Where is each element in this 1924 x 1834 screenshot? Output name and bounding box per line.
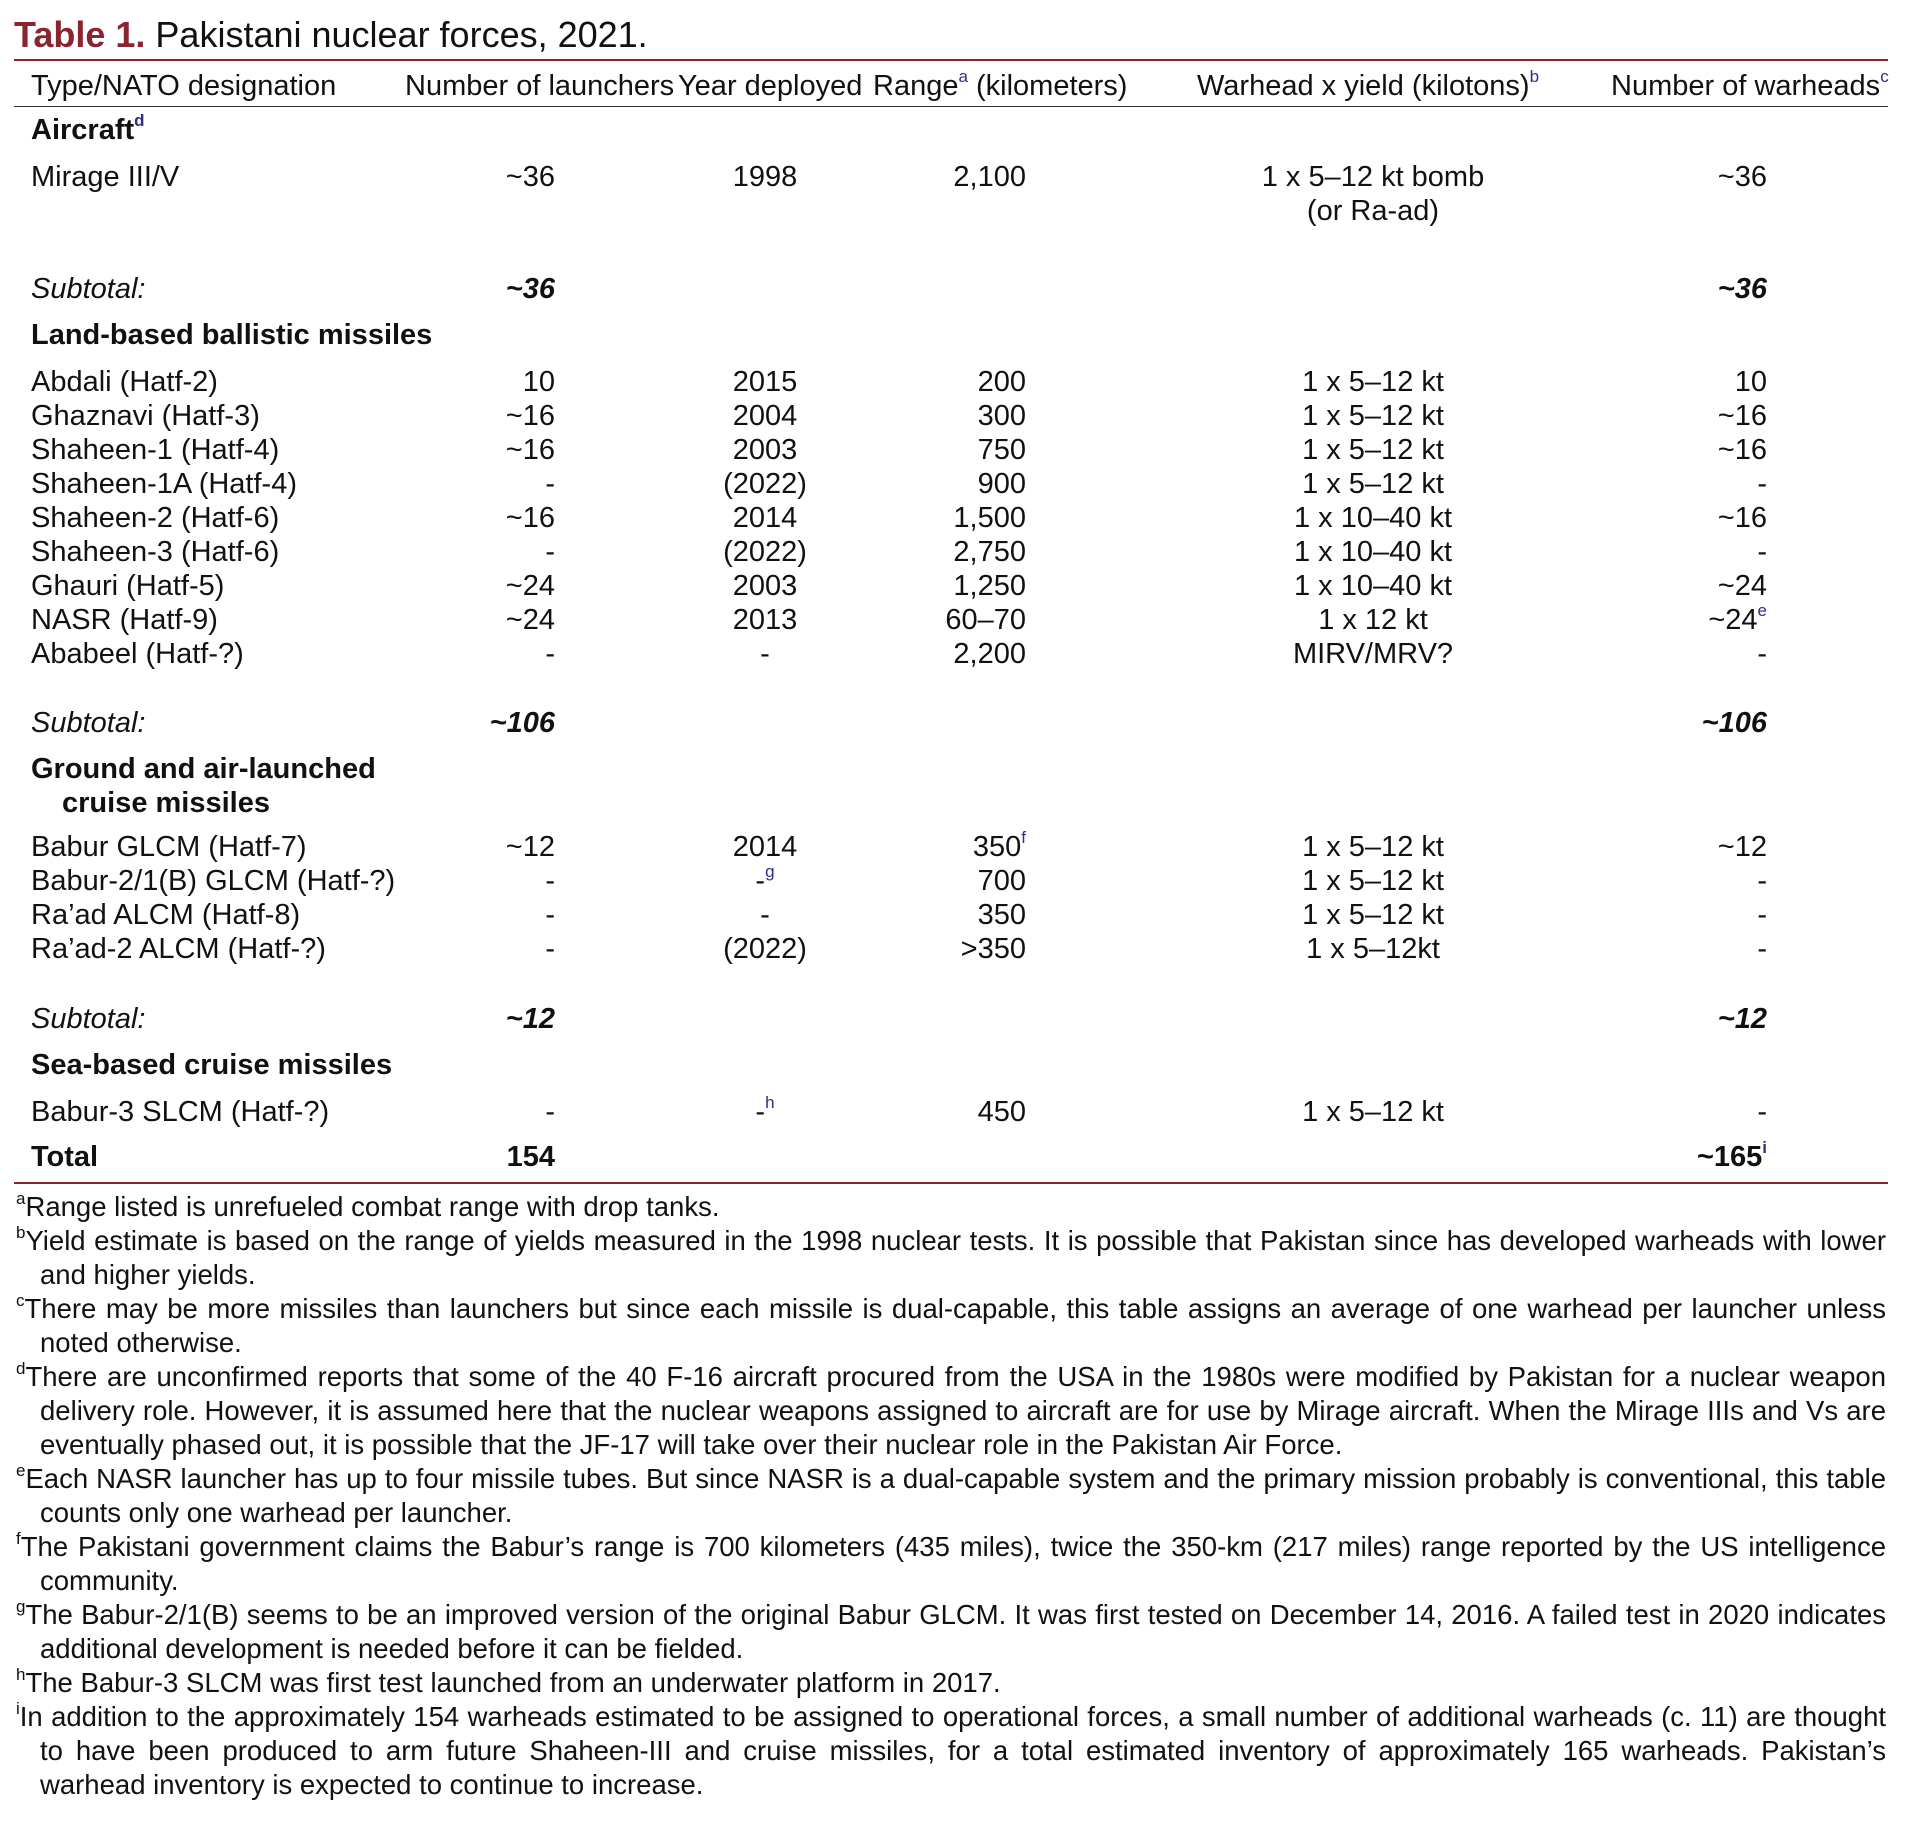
cell-range: 900	[977, 468, 1026, 500]
cell-yield: 1 x 5–12kt	[1306, 933, 1440, 965]
cell-year: -$^g$	[755, 862, 775, 897]
cell-launchers: ~12	[505, 1003, 555, 1035]
cell-year: -$^h$	[755, 1093, 775, 1128]
col-header-range-label: Range	[873, 70, 959, 102]
col-header-type: Type/NATO designation	[31, 70, 337, 102]
cell-warheads: ~24e	[1708, 601, 1767, 636]
footnote-ref: g	[765, 862, 775, 881]
cell-warheads: ~165$^i$	[1696, 1138, 1767, 1173]
cell-name: Babur GLCM (Hatf-7)	[31, 831, 307, 863]
footnote-ref: b	[1529, 67, 1540, 86]
cell-range: 60–70	[945, 604, 1026, 636]
cell-warheads: -	[1757, 933, 1767, 965]
top-rule	[14, 59, 1888, 61]
cell-launchers: -	[545, 1096, 555, 1128]
cell-launchers: -	[545, 468, 555, 500]
cell-range: 450	[977, 1096, 1026, 1128]
cell-name: Ra’ad-2 ALCM (Hatf-?)	[31, 933, 326, 965]
footnote-ref: h	[765, 1093, 775, 1112]
cell-yield: 1 x 5–12 kt	[1302, 899, 1444, 931]
cell-name: Babur-2/1(B) GLCM (Hatf-?)	[31, 865, 396, 897]
cell-warheads: ~106	[1701, 707, 1767, 739]
footnote-h	[16, 1666, 1886, 1700]
cell-year: 2014	[732, 831, 798, 863]
cell-warheads: ~12	[1717, 831, 1767, 863]
cell-name: Ababeel (Hatf-?)	[31, 638, 244, 670]
cell-year: 2015	[732, 366, 798, 398]
cell-year: (2022)	[723, 468, 807, 500]
footnote-f	[16, 1530, 1886, 1598]
cell-name: Ghauri (Hatf-5)	[31, 570, 225, 602]
cell-name: Ghaznavi (Hatf-3)	[31, 400, 260, 432]
cell-launchers: ~106	[489, 707, 555, 739]
cell-warheads: -	[1757, 1096, 1767, 1128]
footnote-text: Yield estimate is based on the range of yields measured in the 1998 nuclear tests. It is possible that Pakistan since has developed warheads with lower and higher yields.	[25, 1225, 1886, 1290]
table-label: Table 1.	[14, 14, 146, 55]
section-title: Land-based ballistic missiles	[31, 319, 433, 351]
cell-warheads: ~36	[1717, 273, 1767, 305]
col-header-year: Year deployed	[678, 70, 863, 102]
cell-launchers: ~24	[505, 570, 555, 602]
footnote-text: There may be more missiles than launchers but since each missile is dual-capable, this table assigns an average of one warhead per launcher unless noted otherwise.	[24, 1293, 1886, 1358]
footnote-mark: c	[16, 1291, 25, 1310]
cell-warheads: -	[1757, 638, 1767, 670]
cell-name: Ra’ad ALCM (Hatf-8)	[31, 899, 301, 931]
cell-year: 2004	[732, 400, 798, 432]
footnote-ref: c	[1880, 67, 1889, 86]
cell-launchers: ~16	[505, 400, 555, 432]
cell-yield: 1 x 10–40 kt	[1294, 570, 1452, 602]
cell-year: 2013	[732, 604, 798, 636]
cell-yield: 1 x 5–12 kt bomb	[1261, 161, 1485, 193]
footnote-a	[16, 1190, 1886, 1224]
cell-yield: 1 x 5–12 kt	[1302, 865, 1444, 897]
cell-yield: 1 x 5–12 kt	[1302, 434, 1444, 466]
cell-year: 2003	[732, 570, 798, 602]
header-rule	[14, 106, 1888, 107]
cell-range: 2,100	[953, 161, 1026, 193]
cell-launchers: -	[545, 865, 555, 897]
cell-range: 2,750	[953, 536, 1026, 568]
cell-range: 200	[977, 366, 1026, 398]
cell-warheads: ~16	[1717, 400, 1767, 432]
col-header-range	[873, 69, 1127, 103]
cell-warheads: ~36	[1717, 161, 1767, 193]
section-title: Ground and air-launched	[31, 753, 376, 785]
cell-warheads: ~12	[1717, 1003, 1767, 1035]
col-header-warheads	[1611, 69, 1889, 103]
cell-name: Subtotal:	[31, 1003, 146, 1035]
cell-year: -	[760, 638, 770, 670]
footnote-e	[16, 1462, 1886, 1530]
cell-launchers: ~16	[505, 502, 555, 534]
cell-launchers: 10	[522, 366, 555, 398]
footnote-text: The Pakistani government claims the Babur’s range is 700 kilometers (435 miles), twice the 350-km (217 miles) range reported by the US intelligence community.	[20, 1531, 1886, 1596]
cell-launchers: -	[545, 899, 555, 931]
section-title-line2: cruise missiles	[62, 787, 270, 819]
cell-year: 1998	[732, 161, 798, 193]
cell-warheads: -	[1757, 899, 1767, 931]
cell-launchers: -	[545, 536, 555, 568]
cell-yield-line2: (or Ra-ad)	[1306, 195, 1440, 227]
footnote-mark: f	[16, 1529, 21, 1548]
cell-year: 2014	[732, 502, 798, 534]
cell-name: Shaheen-1A (Hatf-4)	[31, 468, 297, 500]
cell-range: 2,200	[953, 638, 1026, 670]
cell-yield: 1 x 5–12 kt	[1302, 400, 1444, 432]
cell-yield: MIRV/MRV?	[1292, 638, 1454, 670]
col-header-launchers: Number of launchers	[405, 70, 675, 102]
cell-range: 350$^f$	[972, 828, 1026, 863]
cell-yield: 1 x 10–40 kt	[1294, 536, 1452, 568]
footnote-text: The Babur-2/1(B) seems to be an improved version of the original Babur GLCM. It was first tested on December 14, 2016. A failed test in 2020 indicates additional development is needed before it can be fielded.	[25, 1599, 1886, 1664]
section-title: Aircraft$^d$	[31, 111, 145, 146]
table-caption	[14, 10, 648, 60]
cell-warheads: -	[1757, 865, 1767, 897]
cell-name: Mirage III/V	[31, 161, 180, 193]
footnote-mark: i	[16, 1699, 20, 1718]
cell-warheads: ~16	[1717, 434, 1767, 466]
cell-name: Shaheen-2 (Hatf-6)	[31, 502, 280, 534]
cell-launchers: ~12	[505, 831, 555, 863]
footnote-mark: e	[16, 1461, 26, 1480]
footnote-ref: d	[134, 111, 145, 130]
footnote-d	[16, 1360, 1886, 1462]
footnote-ref: i	[1762, 1138, 1767, 1157]
cell-name: Babur-3 SLCM (Hatf-?)	[31, 1096, 330, 1128]
cell-launchers: 154	[506, 1141, 555, 1173]
cell-name: Subtotal:	[31, 707, 146, 739]
cell-name: Shaheen-3 (Hatf-6)	[31, 536, 280, 568]
cell-launchers: ~36	[505, 273, 555, 305]
cell-yield: 1 x 10–40 kt	[1294, 502, 1452, 534]
cell-yield: 1 x 5–12 kt	[1302, 1096, 1444, 1128]
cell-name: NASR (Hatf-9)	[31, 604, 218, 636]
footnote-mark: a	[16, 1189, 26, 1208]
footnote-g	[16, 1598, 1886, 1666]
footnote-ref: e	[1757, 601, 1767, 620]
footnote-mark: h	[16, 1665, 26, 1684]
cell-range: 700	[977, 865, 1026, 897]
footnote-c	[16, 1292, 1886, 1360]
footnote-ref: f	[1021, 828, 1026, 847]
cell-range: >350	[960, 933, 1026, 965]
cell-name: Shaheen-1 (Hatf-4)	[31, 434, 280, 466]
cell-yield: 1 x 5–12 kt	[1302, 831, 1444, 863]
footnote-text: In addition to the approximately 154 warheads estimated to be assigned to operational forces, a small number of additional warheads (c. 11) are thought to have been produced to arm future Shaheen-III and cruise missiles, for a total estimated inventory of approximately 165 warheads. Pakistan’s warhead inventory is expected to continue to increase.	[19, 1701, 1886, 1800]
footnote-ref: a	[958, 67, 968, 86]
cell-year: 2003	[732, 434, 798, 466]
cell-range: 750	[977, 434, 1026, 466]
cell-launchers: -	[545, 933, 555, 965]
cell-launchers: ~36	[505, 161, 555, 193]
cell-year: (2022)	[723, 933, 807, 965]
cell-launchers: ~24	[505, 604, 555, 636]
cell-year: -	[760, 899, 770, 931]
col-header-range-unit: (kilometers)	[967, 70, 1128, 102]
footnote-text: Range listed is unrefueled combat range with drop tanks.	[25, 1191, 720, 1222]
bottom-rule	[14, 1182, 1888, 1184]
footnote-mark: b	[16, 1223, 26, 1242]
col-header-warheads-label: Number of warheads	[1611, 70, 1881, 102]
cell-name: Total	[31, 1141, 99, 1173]
cell-yield: 1 x 5–12 kt	[1302, 366, 1444, 398]
cell-yield: 1 x 12 kt	[1318, 604, 1428, 636]
cell-name: Abdali (Hatf-2)	[31, 366, 218, 398]
footnote-mark: d	[16, 1359, 26, 1378]
section-title: Sea-based cruise missiles	[31, 1049, 393, 1081]
footnote-i	[16, 1700, 1886, 1802]
cell-range: 1,250	[953, 570, 1026, 602]
cell-year: (2022)	[723, 536, 807, 568]
cell-range: 350	[977, 899, 1026, 931]
cell-yield: 1 x 5–12 kt	[1302, 468, 1444, 500]
cell-range: 1,500	[953, 502, 1026, 534]
cell-launchers: -	[545, 638, 555, 670]
table-title: Pakistani nuclear forces, 2021.	[155, 14, 648, 55]
col-header-yield	[1197, 69, 1539, 103]
cell-range: 300	[977, 400, 1026, 432]
footnote-mark: g	[16, 1597, 26, 1616]
cell-warheads: ~16	[1717, 502, 1767, 534]
cell-warheads: -	[1757, 468, 1767, 500]
cell-launchers: ~16	[505, 434, 555, 466]
footnote-text: The Babur-3 SLCM was first test launched from an underwater platform in 2017.	[25, 1667, 1001, 1698]
cell-warheads: 10	[1734, 366, 1767, 398]
cell-warheads: -	[1757, 536, 1767, 568]
footnote-text: There are unconfirmed reports that some of the 40 F-16 aircraft procured from the USA in the 1980s were modified by Pakistan for a nuclear weapon delivery role. However, it is assumed here that the nuclear weapons assigned to aircraft are for use by Mirage aircraft. When the Mirage IIIs and Vs are eventually phased out, it is possible that the JF-17 will take over their nuclear role in the Pakistan Air Force.	[25, 1361, 1886, 1460]
cell-warheads: ~24	[1717, 570, 1767, 602]
footnote-b	[16, 1224, 1886, 1292]
footnote-text: Each NASR launcher has up to four missile tubes. But since NASR is a dual-capable system and the primary mission probably is conventional, this table counts only one warhead per launcher.	[25, 1463, 1886, 1528]
col-header-yield-label: Warhead x yield (kilotons)	[1197, 70, 1530, 102]
cell-name: Subtotal:	[31, 273, 146, 305]
